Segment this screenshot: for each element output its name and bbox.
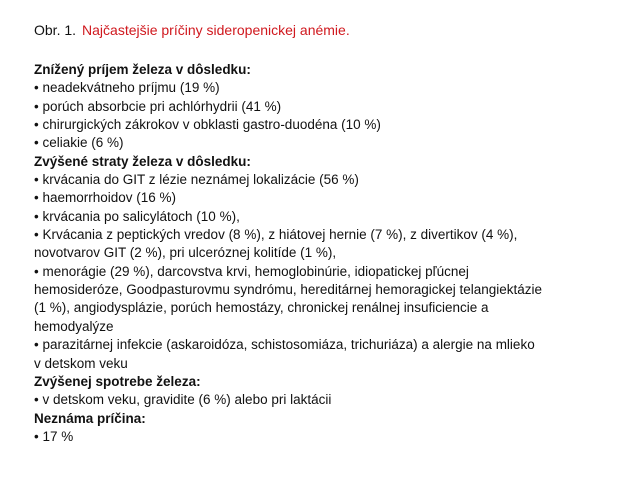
list-item-continuation: hemodyalýze — [34, 318, 114, 334]
list-item: • neadekvátneho príjmu (19 %) — [34, 80, 220, 96]
list-item-continuation: hemosideróze, Goodpasturovmu syndrómu, hereditárnej hemoragickej telangiektázie — [34, 282, 543, 298]
list-item: • 17 % — [34, 428, 74, 444]
list-item-continuation: (1 %), angiodysplázie, porúch hemostázy, chronickej renálnej insuficiencie a — [34, 300, 489, 316]
figure-title: Najčastejšie príčiny sideropenickej anémie. — [82, 22, 350, 38]
list-item: • parazitárnej infekcie (askaroidóza, schistosomiáza, trichuriáza) a alergie na mlieko — [34, 337, 535, 353]
section-unknown-cause — [34, 410, 634, 447]
list-item: • Krvácania z peptických vredov (8 %), z hiátovej hernie (7 %), z divertikov (4 %), — [34, 227, 518, 243]
document-body — [34, 61, 634, 446]
section-increased-losses — [34, 153, 634, 373]
list-item: • krvácania do GIT z lézie neznámej lokalizácie (56 %) — [34, 172, 359, 188]
section-heading: Znížený príjem železa v dôsledku: — [34, 62, 251, 77]
list-item: • celiakie (6 %) — [34, 135, 124, 151]
figure-caption — [34, 21, 350, 39]
list-item: • krvácania po salicylátoch (10 %), — [34, 208, 240, 224]
section-reduced-intake — [34, 61, 634, 153]
list-item: • chirurgických zákrokov v obklasti gastro-duodéna (10 %) — [34, 117, 381, 133]
list-item-continuation: v detskom veku — [34, 355, 128, 371]
figure-label: Obr. 1. — [34, 22, 77, 38]
list-item-continuation: novotvarov GIT (2 %), pri ulceróznej kolitíde (1 %), — [34, 245, 337, 261]
section-increased-consumption — [34, 373, 634, 410]
section-heading: Neznáma príčina: — [34, 410, 146, 426]
section-heading: Zvýšenej spotrebe železa: — [34, 373, 201, 389]
list-item: • porúch absorbcie pri achlórhydrii (41 %) — [34, 98, 282, 114]
section-heading: Zvýšené straty železa v dôsledku: — [34, 153, 251, 169]
list-item: • haemorrhoidov (16 %) — [34, 190, 177, 206]
list-item: • v detskom veku, gravidite (6 %) alebo pri laktácii — [34, 392, 332, 408]
list-item: • menorágie (29 %), darcovstva krvi, hemoglobinúrie, idiopatickej pľúcnej — [34, 263, 469, 279]
